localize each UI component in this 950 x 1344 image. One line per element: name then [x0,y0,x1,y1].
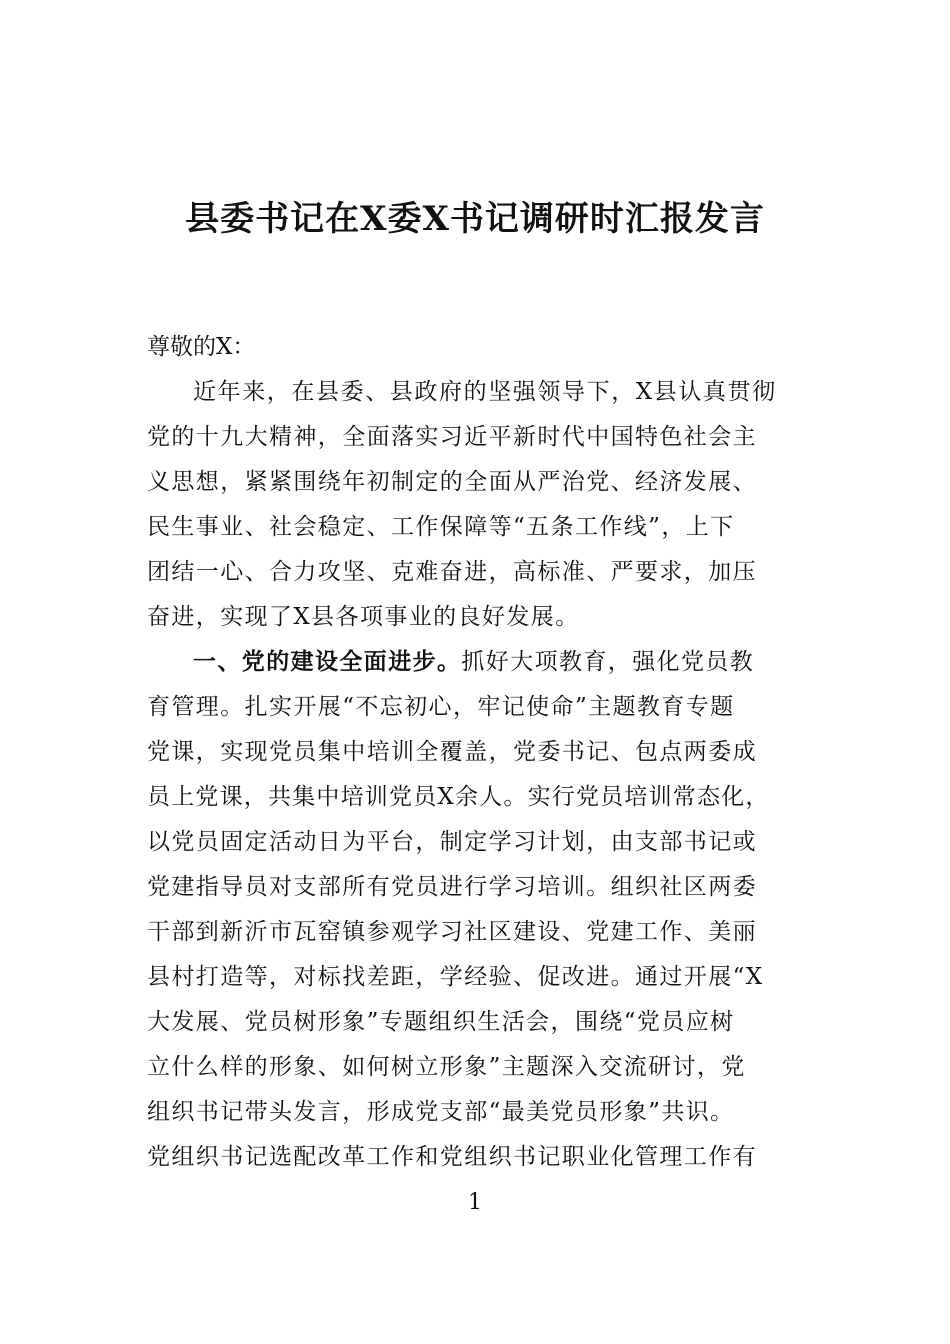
salutation: 尊敬的X： [147,334,256,360]
document-title: 县委书记在X委X书记调研时汇报发言 [185,199,765,239]
paragraph-line: 干部到新沂市瓦窑镇参观学习社区建设、党建工作、美丽 [147,919,757,945]
paragraph-line: 团结一心、合力攻坚、克难奋进，高标准、严要求，加压 [147,559,757,585]
paragraph-line: 组织书记带头发言，形成党支部“最美党员形象”共识。 [147,1099,735,1125]
paragraph-line: 义思想，紧紧围绕年初制定的全面从严治党、经济发展、 [147,469,757,495]
paragraph-line: 党建指导员对支部所有党员进行学习培训。组织社区两委 [147,874,757,900]
paragraph-line: 民生事业、社会稳定、工作保障等“五条工作线”，上下 [147,514,735,540]
paragraph-line: 党的十九大精神，全面落实习近平新时代中国特色社会主 [147,424,757,450]
paragraph-line: 奋进，实现了X县各项事业的良好发展。 [147,604,580,630]
paragraph-line: 育管理。扎实开展“不忘初心，牢记使命”主题教育专题 [147,694,735,720]
page-number: 1 [468,1190,482,1215]
section-first-line-text: 抓好大项教育，强化党员教 [461,649,755,675]
paragraph-line: 大发展、党员树形象”专题组织生活会，围绕“党员应树 [147,1009,735,1035]
section-heading: 一、党的建设全面进步。 [193,649,462,675]
paragraph-line: 党组织书记选配改革工作和党组织书记职业化管理工作有 [147,1144,757,1170]
section-first-line [193,647,754,677]
paragraph-line: 以党员固定活动日为平台，制定学习计划，由支部书记或 [147,829,757,855]
paragraph-line: 县村打造等，对标找差距，学经验、促改进。通过开展“X [147,964,764,990]
paragraph-line: 员上党课，共集中培训党员X余人。实行党员培训常态化， [147,784,770,810]
paragraph-line: 近年来，在县委、县政府的坚强领导下，X县认真贯彻 [193,379,777,405]
paragraph-line: 立什么样的形象、如何树立形象”主题深入交流研讨，党 [147,1054,746,1080]
paragraph-line: 党课，实现党员集中培训全覆盖，党委书记、包点两委成 [147,739,757,765]
